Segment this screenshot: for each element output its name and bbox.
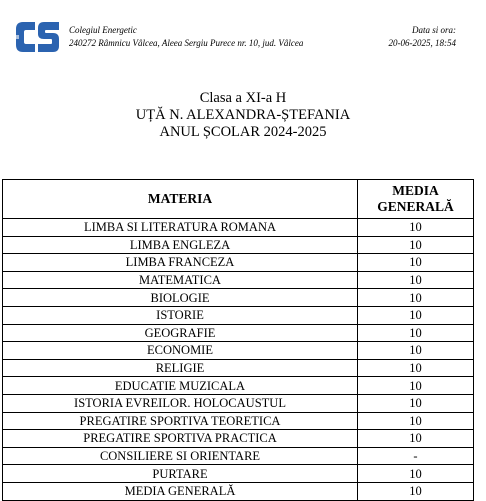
grades-table (2, 179, 474, 501)
grade-cell: 10 (358, 254, 474, 272)
subject-cell: ECONOMIE (3, 342, 358, 360)
subject-cell: BIOLOGIE (3, 289, 358, 307)
grade-cell: 10 (358, 324, 474, 342)
table-row (3, 324, 474, 342)
grade-cell: 10 (358, 394, 474, 412)
header-average (358, 180, 474, 219)
table-header-row (3, 180, 474, 219)
table-row (3, 482, 474, 500)
subject-cell: LIMBA SI LITERATURA ROMANA (3, 219, 358, 237)
subject-cell: PREGATIRE SPORTIVA TEORETICA (3, 412, 358, 430)
grade-cell: 10 (358, 430, 474, 448)
table-row (3, 377, 474, 395)
subject-cell: MATEMATICA (3, 271, 358, 289)
table-row (3, 359, 474, 377)
subject-cell: EDUCATIE MUZICALA (3, 377, 358, 395)
subject-cell: ISTORIA EVREILOR. HOLOCAUSTUL (3, 394, 358, 412)
date-info (389, 24, 457, 50)
table-row (3, 447, 474, 465)
grade-cell: 10 (358, 236, 474, 254)
date-label: Data si ora: (411, 25, 456, 35)
subject-cell: LIMBA ENGLEZA (3, 236, 358, 254)
grade-cell: 10 (358, 306, 474, 324)
school-name: Colegiul Energetic (69, 25, 137, 35)
table-row (3, 430, 474, 448)
grade-cell: 10 (358, 271, 474, 289)
grade-cell: 10 (358, 412, 474, 430)
cs-logo-icon (13, 18, 61, 56)
header-average-text: MEDIA GENERALĂ (377, 183, 454, 214)
subject-cell: LIMBA FRANCEZA (3, 254, 358, 272)
school-info (69, 24, 303, 50)
student-name: UȚĂ N. ALEXANDRA-ȘTEFANIA (135, 107, 351, 123)
school-year: ANUL ȘCOLAR 2024-2025 (159, 124, 327, 140)
subject-cell: GEOGRAFIE (3, 324, 358, 342)
subject-cell: CONSILIERE SI ORIENTARE (3, 447, 358, 465)
grade-cell: - (358, 447, 474, 465)
subject-cell: PURTARE (3, 465, 358, 483)
grade-cell: 10 (358, 465, 474, 483)
grade-cell: 10 (358, 359, 474, 377)
school-address: 240272 Râmnicu Vâlcea, Aleea Sergiu Purece nr. 10, jud. Vâlcea (69, 38, 304, 48)
table-row (3, 412, 474, 430)
class-title: Clasa a XI-a H (199, 90, 287, 106)
table-row (3, 394, 474, 412)
table-row (3, 306, 474, 324)
subject-cell: RELIGIE (3, 359, 358, 377)
header-subject: MATERIA (3, 180, 358, 219)
date-value: 20-06-2025, 18:54 (388, 38, 456, 48)
document-titles (0, 90, 486, 141)
table-row (3, 254, 474, 272)
table-row (3, 236, 474, 254)
table-row (3, 219, 474, 237)
grade-cell: 10 (358, 377, 474, 395)
table-row (3, 465, 474, 483)
subject-cell: ISTORIE (3, 306, 358, 324)
grade-cell: 10 (358, 219, 474, 237)
grade-cell: 10 (358, 289, 474, 307)
subject-cell: PREGATIRE SPORTIVA PRACTICA (3, 430, 358, 448)
table-row (3, 342, 474, 360)
subject-cell: MEDIA GENERALĂ (3, 482, 358, 500)
grade-cell: 10 (358, 482, 474, 500)
table-row (3, 271, 474, 289)
grade-cell: 10 (358, 342, 474, 360)
table-row (3, 289, 474, 307)
